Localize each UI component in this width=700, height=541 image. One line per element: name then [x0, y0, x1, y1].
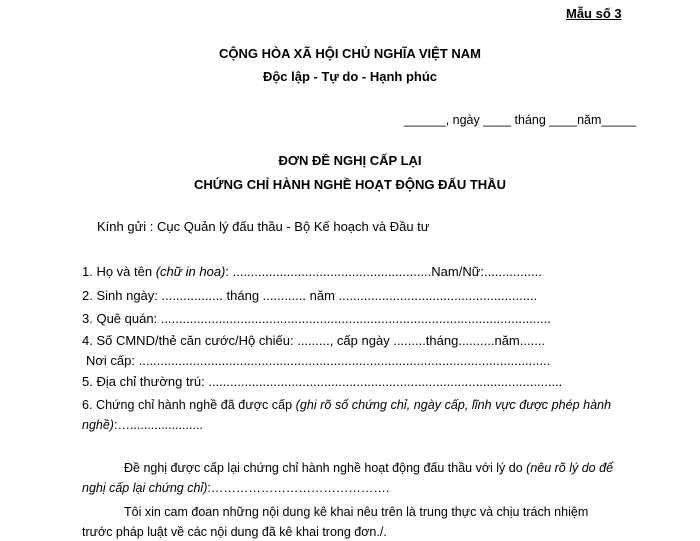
title-line-1: ĐƠN ĐỀ NGHỊ CẤP LẠI: [278, 153, 422, 168]
pledge-line-1: Tôi xin cam đoan những nội dung kê khai nêu trên là trung thực và chịu trách nhiệm: [124, 505, 589, 519]
country-header: CỘNG HÒA XÃ HỘI CHỦ NGHĨA VIỆT NAM: [219, 46, 481, 61]
field-issue-place: Nơi cấp: ..................................................................................................................: [86, 353, 551, 368]
field-certificate-label: 6. Chứng chỉ hành nghề đã được cấp: [82, 398, 296, 412]
field-certificate-hint-cont: nghề): [82, 418, 114, 432]
form-number: Mẫu số 3: [566, 6, 622, 21]
field-certificate: [82, 398, 611, 412]
request-reason-text: Đề nghị được cấp lại chứng chỉ hành nghề hoạt động đấu thầu với lý do: [124, 461, 527, 475]
field-dob: 2. Sinh ngày: ................. tháng ............ năm .......................................................: [82, 288, 538, 303]
date-line: ______, ngày ____ tháng ____năm_____: [404, 113, 637, 127]
request-reason-hint-cont: nghị cấp lại chứng chỉ): [82, 481, 208, 495]
field-address: 5. Địa chỉ thường trú: ..................................................................................................: [82, 374, 563, 389]
request-reason-hint: (nêu rõ lý do để: [526, 461, 614, 475]
pledge-line-2: trước pháp luật về các nội dung đã kê khai trong đơn./.: [82, 525, 387, 539]
field-name-label: 1. Họ và tên: [82, 264, 156, 279]
field-name: [82, 264, 542, 279]
request-reason: [124, 461, 613, 475]
field-certificate-dots: :….....................: [113, 418, 203, 432]
field-name-dots: : .......................................................Nam/Nữ:................: [225, 264, 542, 279]
recipient: Kính gửi : Cục Quản lý đấu thầu - Bộ Kế hoạch và Đầu tư: [97, 219, 430, 234]
motto: Độc lập - Tự do - Hạnh phúc: [262, 69, 438, 84]
field-id: 4. Số CMND/thẻ căn cước/Hộ chiếu: ........., cấp ngày .........tháng..........năm.......: [82, 333, 546, 348]
field-name-hint: (chữ in hoa): [155, 264, 226, 279]
field-certificate-cont: [82, 418, 203, 432]
request-reason-dots: :…………………………………….: [207, 481, 390, 495]
title-line-2: CHỨNG CHỈ HÀNH NGHỀ HOẠT ĐỘNG ĐẤU THẦU: [194, 177, 506, 192]
field-certificate-hint: (ghi rõ số chứng chỉ, ngày cấp, lĩnh vực được phép hành: [295, 398, 612, 412]
request-reason-cont: [82, 481, 389, 495]
field-hometown: 3. Quê quán: ............................................................................................................: [82, 311, 551, 326]
